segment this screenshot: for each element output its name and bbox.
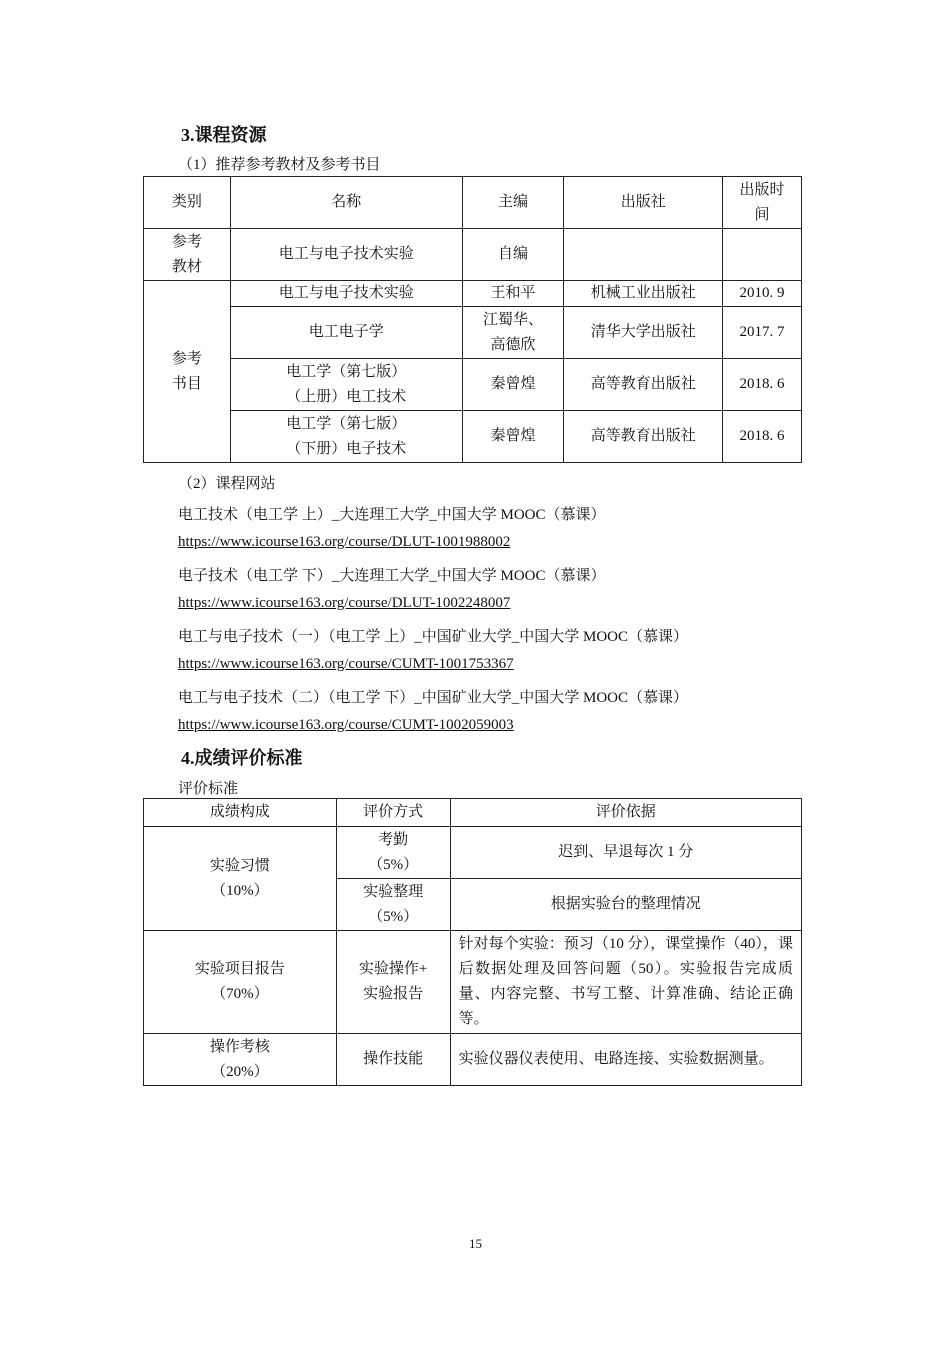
course-site-link[interactable]: https://www.icourse163.org/course/CUMT-1002059003 (178, 717, 514, 733)
method-cell: 考勤 （5%） (336, 827, 450, 879)
page-number: 15 (469, 1236, 482, 1251)
name-cell: 电工电子学 (230, 307, 462, 359)
publisher-cell: 高等教育出版社 (564, 411, 723, 463)
method-cell: 实验操作+ 实验报告 (336, 931, 450, 1034)
table-row (144, 359, 802, 411)
table-row (144, 411, 802, 463)
component-cell: 实验习惯 （10%） (144, 827, 337, 931)
grading-table (143, 798, 802, 1086)
table-header-row (144, 177, 802, 229)
basis-cell: 实验仪器仪表使用、电路连接、实验数据测量。 (450, 1034, 801, 1086)
date-cell (723, 229, 802, 281)
header-category: 类别 (144, 177, 231, 229)
header-publisher: 出版社 (564, 177, 723, 229)
publisher-cell: 高等教育出版社 (564, 359, 723, 411)
publisher-cell (564, 229, 723, 281)
header-method: 评价方式 (336, 799, 450, 827)
date-cell: 2018. 6 (723, 359, 802, 411)
editor-cell: 秦曾煌 (462, 411, 564, 463)
name-cell: 电工学（第七版）（下册）电子技术 (230, 411, 462, 463)
category-cell: 参考书目 (144, 281, 231, 463)
course-site-title: 电工与电子技术（一）（电工学 上）_中国矿业大学_中国大学 MOOC（慕课） (178, 629, 689, 645)
section-3-subtitle-books: （1）推荐参考教材及参考书目 (178, 157, 381, 173)
date-cell: 2018. 6 (723, 411, 802, 463)
method-cell: 实验整理 （5%） (336, 879, 450, 931)
name-cell: 电工学（第七版）（上册）电工技术 (230, 359, 462, 411)
course-site-title: 电子技术（电工学 下）_大连理工大学_中国大学 MOOC（慕课） (178, 568, 606, 584)
course-site-link[interactable]: https://www.icourse163.org/course/DLUT-1001988002 (178, 534, 511, 550)
header-component: 成绩构成 (144, 799, 337, 827)
publisher-cell: 清华大学出版社 (564, 307, 723, 359)
table-header-row (144, 799, 802, 827)
basis-cell: 根据实验台的整理情况 (450, 879, 801, 931)
name-cell: 电工与电子技术实验 (230, 281, 462, 307)
date-cell: 2010. 9 (723, 281, 802, 307)
table-row (144, 827, 802, 879)
table-row (144, 1034, 802, 1086)
section-3-subtitle-sites: （2）课程网站 (178, 476, 276, 492)
editor-cell: 王和平 (462, 281, 564, 307)
header-basis: 评价依据 (450, 799, 801, 827)
name-cell: 电工与电子技术实验 (230, 229, 462, 281)
section-4-title: 4.成绩评价标准 (181, 748, 303, 768)
section-3-title: 3.课程资源 (181, 125, 267, 145)
method-cell: 操作技能 (336, 1034, 450, 1086)
basis-cell: 针对每个实验：预习（10 分），课堂操作（40），课后数据处理及回答问题（50）。实验报告完成质量、内容完整、书写工整、计算准确、结论正确等。 (450, 931, 801, 1034)
editor-cell: 秦曾煌 (462, 359, 564, 411)
basis-cell: 迟到、早退每次 1 分 (450, 827, 801, 879)
category-cell: 参考教材 (144, 229, 231, 281)
header-date: 出版时间 (723, 177, 802, 229)
header-editor: 主编 (462, 177, 564, 229)
component-cell: 操作考核 （20%） (144, 1034, 337, 1086)
books-table (143, 176, 802, 463)
course-site-title: 电工技术（电工学 上）_大连理工大学_中国大学 MOOC（慕课） (178, 507, 606, 523)
table-row (144, 229, 802, 281)
publisher-cell: 机械工业出版社 (564, 281, 723, 307)
date-cell: 2017. 7 (723, 307, 802, 359)
component-cell: 实验项目报告 （70%） (144, 931, 337, 1034)
section-4-subtitle: 评价标准 (178, 781, 239, 797)
header-name: 名称 (230, 177, 462, 229)
course-site-title: 电工与电子技术（二）（电工学 下）_中国矿业大学_中国大学 MOOC（慕课） (178, 690, 689, 706)
editor-cell: 江蜀华、高德欣 (462, 307, 564, 359)
course-site-link[interactable]: https://www.icourse163.org/course/DLUT-1002248007 (178, 595, 511, 611)
table-row (144, 281, 802, 307)
editor-cell: 自编 (462, 229, 564, 281)
table-row (144, 307, 802, 359)
table-row (144, 931, 802, 1034)
course-site-link[interactable]: https://www.icourse163.org/course/CUMT-1001753367 (178, 656, 514, 672)
